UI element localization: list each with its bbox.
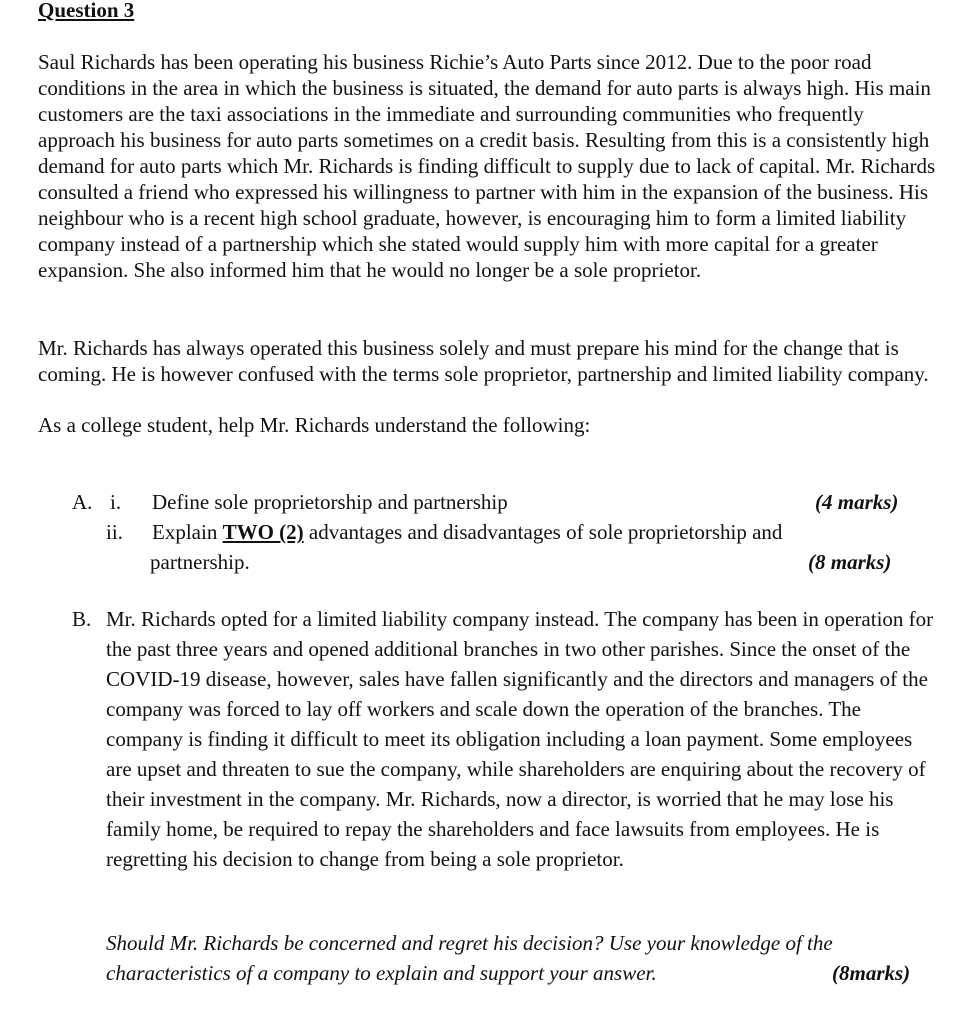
question-title: Question 3 <box>38 0 135 22</box>
part-a-i-marks: (4 marks) <box>815 490 899 514</box>
part-a-ii-numeral: ii. <box>106 520 123 544</box>
part-a-ii-marks: (8 marks) <box>808 550 892 574</box>
scenario-paragraph: Saul Richards has been operating his business Richie’s Auto Parts since 2012. Due to the poor road conditions in the area in which the business is situated, the demand for auto parts is always high. His main customers are the taxi associations in the immediate and surrounding communities who frequently approach his business for auto parts sometimes on a credit basis. Resulting from this is a consistently high demand for auto parts which Mr. Richards is finding difficult to supply due to lack of capital. Mr. Richards consulted a friend who expressed his willingness to partner with him in the expansion of the business. His neighbour who is a recent high school graduate, however, is encouraging him to form a limited liability company instead of a partnership which she stated would supply him with more capital for a greater expansion. She also informed him that he would no longer be a sole proprietor. <box>38 50 936 282</box>
part-a-letter: A. <box>72 490 93 514</box>
part-a-i-text: Define sole proprietorship and partnership <box>152 490 508 514</box>
part-a-i-numeral: i. <box>110 490 122 514</box>
part-a-ii-text: Explain TWO (2) advantages and disadvantages of sole proprietorship and <box>152 520 783 544</box>
part-b-question: Should Mr. Richards be concerned and regret his decision? Use your knowledge of the characteristics of a company to explain and support your answer. <box>106 931 833 985</box>
instruction-paragraph: As a college student, help Mr. Richards understand the following: <box>38 413 591 437</box>
part-a-ii-emphasis: TWO (2) <box>222 520 304 544</box>
context-paragraph: Mr. Richards has always operated this business solely and must prepare his mind for the change that is coming. He is however confused with the terms sole proprietor, partnership and limited liability company. <box>38 336 929 386</box>
part-b-scenario: Mr. Richards opted for a limited liability company instead. The company has been in operation for the past three years and opened additional branches in two other parishes. Since the onset of the COVID-19 disease, however, sales have fallen significantly and the directors and managers of the company was forced to lay off workers and scale down the operation of the branches. The company is finding it difficult to meet its obligation including a loan payment. Some employees are upset and threaten to sue the company, while shareholders are enquiring about the recovery of their investment in the company. Mr. Richards, now a director, is worried that he may lose his family home, be required to repay the shareholders and face lawsuits from employees. He is regretting his decision to change from being a sole proprietor. <box>106 607 934 871</box>
part-a-ii-continuation: partnership. <box>150 550 250 574</box>
part-b-marks: (8marks) <box>832 961 911 985</box>
part-b-letter: B. <box>72 607 92 631</box>
